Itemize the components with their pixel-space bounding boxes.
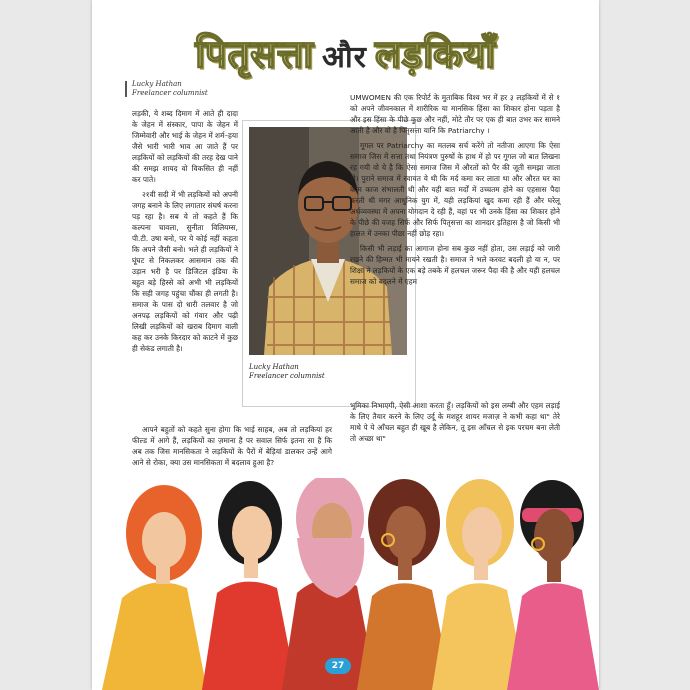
column-bottom-left bbox=[132, 424, 332, 472]
article-title bbox=[92, 28, 599, 84]
paragraph: आपने बहुतों को कहते सुना होगा कि भाई साहब, अब तो लड़कियां हर फील्ड में आगे हैं, लड़कियों का ज़माना है पर सवाल सिर्फ इतना सा है कि अब तक जिस मानसिकता ने लड़कियों के पैरों में बेड़ियां डालकर उन्हें आगे आने से रोका, क्या उस मानसिकता में बदलाव हुआ है? bbox=[132, 425, 332, 467]
photo-caption-name: Lucky Hathan bbox=[249, 363, 299, 371]
column-left bbox=[132, 108, 238, 358]
column-right bbox=[350, 92, 560, 291]
page-number: 27 bbox=[325, 658, 351, 674]
title-connector: और bbox=[321, 40, 367, 75]
paragraph: भूमिका निभाएगी, ऐसी आशा करता हूँ। लड़कियों को इस लम्बी और एहम लड़ाई के लिए तैयार करने के लिए उर्दू के मशहूर शायर मजाज़ ने कभी कहा था" तेरे माथे पे ये आँचल बहुत ही खूब है लेकिन, तू इस आँचल से इक परचम बना लेती तो अच्छा था" bbox=[350, 401, 560, 443]
paragraph: किसी भी लड़ाई का आगाज होना सब कुछ नहीं होता, उस लड़ाई को जारी रखने की हिम्मत भी मायने रखती है। समाज ने भले करवट बदली हो या न, पर शिक्षा ने लड़कियों के एक बड़े तबके में हलचल जरूर पैदा की है और यही हलचल समाज को बदलने में एहम bbox=[350, 244, 560, 286]
author-role: Freelancer columnist bbox=[132, 89, 208, 97]
magazine-page bbox=[92, 0, 599, 690]
author-name: Lucky Hathan bbox=[132, 80, 182, 88]
paragraph: २१वी सदी में भी लड़कियों को अपनी जगह बनाने के लिए लगातार संघर्ष करना पड़ रहा है। सब ये तो कहते हैं कि कल्पना चावला, सुनीता विलियम्स, पी.टी. उषा बनो, पर ये कोई नहीं कहता कि अपने जैसी बनो। भले ही लड़कियों ने घूंघट से निकलकर आसमान तक की उड़ान भरी है पर डिजिटल इंडिया के बहुत बड़े हिस्से को अभी भी लड़कियों कि सही जगह पहुंचा चौंका ही लगती है। समाज के पास दो धारी तलवार है जो अनपढ़ लड़कियों को गंवार और पढ़ी लिखी लड़कियों को खराब दिमाग वाली कह कर उनके किरदार को काटने में कुछ ही सेकंड लगाती है। bbox=[132, 190, 238, 353]
title-part1: पितृसत्ता bbox=[195, 31, 314, 76]
photo-caption-role: Freelancer columnist bbox=[249, 372, 325, 380]
column-bottom-right bbox=[350, 400, 560, 448]
title-part2: लड़कियाँ bbox=[374, 31, 496, 76]
paragraph: UMWOMEN की एक रिपोर्ट के मुताबिक विश्व भर में हर ३ लड़कियों में से १ को अपने जीवनकाल में शारीरिक या मानसिक हिंसा का शिकार होना पड़ता है और इस हिंसा के पीछे कुछ और नहीं, मोटे तौर पर एक ही बात उभर कर सामने आती है और वो है पितृसत्ता यानि कि Patriarchy । bbox=[350, 93, 560, 135]
paragraph: लड़की, ये शब्द दिमाग में आते ही दादा के जेहन में संस्कार, पापा के जेहन में जिम्मेवारी और भाई के जेहन में शर्म–हया जैसे भारी भारी भाव आ जाते हैं पर लड़कियों को लड़कियों की तरह देख पाने की समझ शायद वो विकसित ही नहीं कर पाते। bbox=[132, 109, 238, 184]
paragraph: गूगल पर Patriarchy का मतलब सर्च करेंगे तो नतीजा आएगा कि ऐसा समाज जिस में सत्ता तथा नियंत्रण पुरुषों के हाथ में हो पर गूगल जो बात लिखना रह गयी वो ये है कि ऐसा समाज जिस में औरतों को पैर की जूती समझा जाता हो। पुराने समाज में रवायत ये थी कि मर्द कमा कर लाता था और औरत घर का काम काज संभालती थी और यही बात मर्दों में उच्चतम होने का एहसास पैदा करती थी मगर आधुनिक युग में, यही लड़कियां खुद कमा रही हैं और घरेलू अर्थव्यवस्था में अपना योगदान दे रही हैं, वहां पर भी उनके हिंसा का शिकार होने के पीछे की वजह सिर्फ और सिर्फ पितृसत्ता का शानदार इतिहास है जो किसी भी हालत में उनका पीछा नहीं छोड़ रहा। bbox=[350, 141, 560, 238]
author-byline bbox=[132, 80, 242, 98]
photo-caption bbox=[249, 363, 407, 381]
